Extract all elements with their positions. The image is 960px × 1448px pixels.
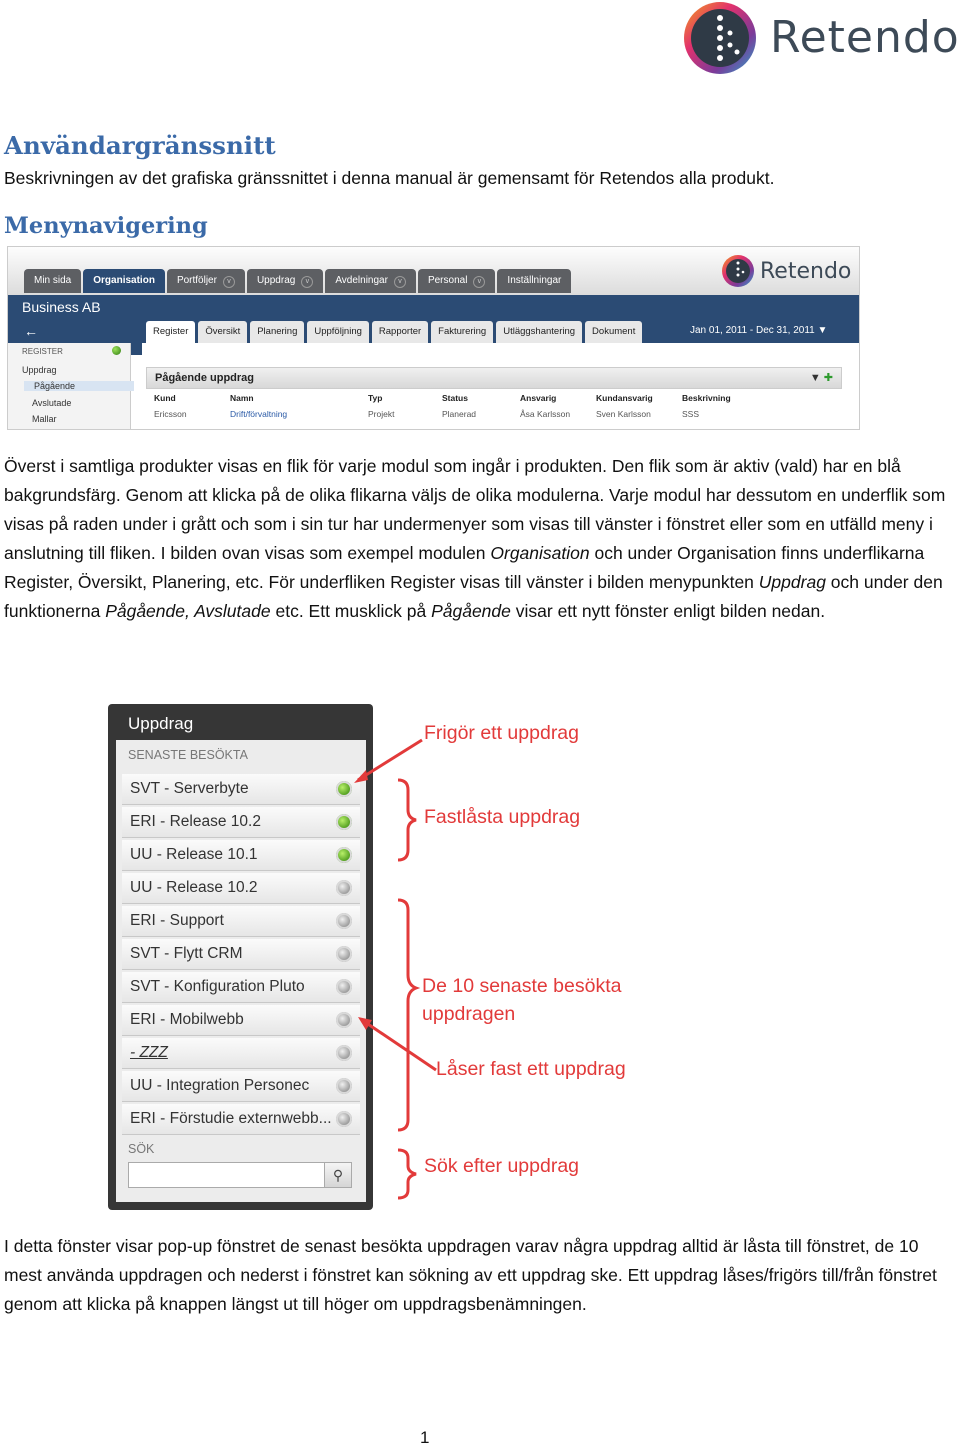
annotation-locked: Fastlåsta uppdrag: [424, 806, 581, 828]
tab-label: Avdelningar: [335, 275, 388, 286]
add-icon[interactable]: ✚: [823, 372, 833, 384]
module-tabs: [24, 269, 573, 295]
column-header[interactable]: Status: [442, 393, 468, 403]
annotation-lock: Låser fast ett uppdrag: [436, 1058, 626, 1080]
app-logo: [720, 253, 850, 289]
tab-label: Organisation: [93, 275, 155, 286]
search-icon[interactable]: ⚲: [324, 1163, 351, 1187]
table-cell: Åsa Karlsson: [520, 409, 571, 419]
page-number: 1: [420, 1428, 430, 1447]
subtab-4[interactable]: Rapporter: [372, 321, 428, 343]
description-paragraph: Överst i samtliga produkter visas en flik för varje modul som ingår i produkten. Den flik som är aktiv (vald) har en blå bakgrundsfärg. Genom att klicka på de olika flikarna väljs de olika modulerna. Varje modul har dessutom en underflik som visas på raden under i grått och som i sin tur har undermenyer som visas till vänster i fönstret eller som en utfälld meny i anslutning till fliken. I bilden ovan visas som exempel modulen Organisation och under Organisation finns underflikarna Register, Översikt, Planering, etc. För underfliken Register visas till vänster i bilden menypunkten Uppdrag och under den funktionerna Pågående, Avslutade etc. Ett musklick på Pågående visar ett nytt fönster enligt bilden nedan.: [4, 456, 946, 621]
chevron-down-icon[interactable]: v: [223, 276, 235, 288]
list-item[interactable]: [122, 1005, 360, 1036]
column-header[interactable]: Kund: [154, 393, 176, 403]
closing-paragraph: I detta fönster visar pop-up fönstret de senast besökta uppdragen varav några uppdrag alltid är låsta till fönstret, de 10 mest använda uppdragen och nederst i fönstret kan sökning av ett uppdrag ske. Ett uppdrag låses/frigörs till/från fönstret genom att klicka på knappen längst ut till höger om uppdragsbenämningen.: [4, 1236, 937, 1314]
status-dot-icon[interactable]: [112, 346, 121, 355]
subtab-2[interactable]: Planering: [250, 321, 304, 343]
left-menu: [8, 343, 131, 430]
annotation-recent-line1: De 10 senaste besökta: [422, 975, 622, 997]
tab-label: Uppdrag: [256, 275, 296, 286]
column-header[interactable]: Beskrivning: [682, 393, 731, 403]
subtab-3[interactable]: Uppföljning: [307, 321, 369, 343]
list-item[interactable]: [122, 873, 360, 904]
item-label[interactable]: SVT - Konfiguration Pluto: [130, 978, 305, 995]
item-label[interactable]: UU - Integration Personec: [130, 1077, 310, 1094]
list-item[interactable]: [122, 906, 360, 937]
item-label[interactable]: UU - Release 10.2: [130, 879, 258, 896]
uppdrag-popup: [108, 704, 373, 1210]
page-title: Användargränssnitt: [4, 131, 276, 160]
date-range-text: Jan 01, 2011 - Dec 31, 2011: [690, 325, 815, 336]
chevron-down-icon[interactable]: v: [473, 276, 485, 288]
annotation-release: Frigör ett uppdrag: [424, 722, 580, 744]
tab-min-sida[interactable]: [24, 269, 81, 293]
subtab-5[interactable]: Fakturering: [431, 321, 493, 343]
recent-header: SENASTE BESÖKTA: [128, 748, 248, 762]
item-label[interactable]: ERI - Mobilwebb: [130, 1011, 244, 1028]
table-cell: Planerad: [442, 409, 477, 419]
subtab-1[interactable]: Översikt: [198, 321, 247, 343]
list-item[interactable]: [122, 1104, 360, 1135]
list-item[interactable]: [122, 774, 360, 805]
tab-uppdrag[interactable]: [247, 269, 323, 293]
item-label[interactable]: SVT - Flytt CRM: [130, 945, 243, 962]
table-cell: SSS: [682, 409, 700, 419]
tab-organisation[interactable]: [83, 269, 165, 293]
annotation-recent-line2: uppdragen: [422, 1003, 516, 1025]
tab-label: Min sida: [34, 275, 72, 286]
search-header: SÖK: [128, 1142, 155, 1156]
chevron-down-icon[interactable]: v: [394, 276, 406, 288]
search-input[interactable]: [128, 1162, 352, 1188]
left-menu-item-uppdrag[interactable]: Uppdrag: [22, 365, 57, 375]
list-item[interactable]: [122, 840, 360, 871]
tab-portföljer[interactable]: [167, 269, 245, 293]
table-cell: Ericsson: [154, 409, 187, 419]
item-label[interactable]: SVT - Serverbyte: [130, 780, 249, 797]
panel-header: [146, 367, 842, 389]
tab-avdelningar[interactable]: [325, 269, 416, 293]
item-label[interactable]: ERI - Förstudie externwebb...: [130, 1110, 332, 1127]
tab-personal[interactable]: [418, 269, 495, 293]
list-item[interactable]: [122, 807, 360, 838]
date-range-select[interactable]: Jan 01, 2011 - Dec 31, 2011 ▼: [690, 325, 828, 336]
tab-label: Personal: [427, 275, 468, 286]
column-header[interactable]: Ansvarig: [520, 393, 557, 403]
list-item[interactable]: [122, 1038, 360, 1069]
logo-text: Retendo: [770, 12, 960, 63]
popup-body: [116, 740, 366, 1202]
chevron-down-icon[interactable]: v: [301, 276, 313, 288]
back-arrow-icon[interactable]: ←: [24, 323, 38, 339]
list-item[interactable]: [122, 972, 360, 1003]
company-name: Business AB: [22, 299, 101, 315]
list-item[interactable]: [122, 939, 360, 970]
item-label[interactable]: ERI - Release 10.2: [130, 813, 261, 830]
left-menu-header: REGISTER: [22, 347, 63, 356]
column-header[interactable]: Typ: [368, 393, 383, 403]
tab-label: Inställningar: [507, 275, 562, 286]
annotation-search: Sök efter uppdrag: [424, 1155, 580, 1177]
table-cell[interactable]: Drift/förvaltning: [230, 409, 288, 419]
sub-tabs: [146, 321, 645, 343]
left-menu-item-avslutade[interactable]: Avslutade: [32, 398, 72, 408]
item-label[interactable]: UU - Release 10.1: [130, 846, 258, 863]
list-item[interactable]: [122, 1071, 360, 1102]
subtab-0[interactable]: Register: [146, 321, 195, 343]
tab-label: Portföljer: [176, 275, 217, 286]
column-header[interactable]: Namn: [230, 393, 254, 403]
app-screenshot-menu: [7, 246, 860, 430]
main-pane: [142, 343, 860, 430]
item-label[interactable]: ERI - Support: [130, 912, 224, 929]
section-heading: Menynavigering: [4, 213, 208, 239]
popup-title: Uppdrag: [128, 714, 194, 733]
app-logo-text: Retendo: [760, 259, 852, 284]
panel-title: Pågående uppdrag: [155, 372, 255, 384]
subtab-6[interactable]: Utläggshantering: [496, 321, 582, 343]
item-label[interactable]: - ZZZ: [130, 1044, 168, 1061]
filter-icon[interactable]: ▼: [809, 372, 821, 384]
left-menu-item-mallar[interactable]: Mallar: [32, 414, 57, 424]
table-cell: Projekt: [368, 409, 395, 419]
tab-inställningar[interactable]: [497, 269, 571, 293]
left-menu-item-pagaende[interactable]: Pågående: [24, 381, 134, 391]
table-cell: Sven Karlsson: [596, 409, 651, 419]
retendo-logo: [680, 0, 960, 78]
intro-text: Beskrivningen av det grafiska gränssnittet i denna manual är gemensamt för Retendos alla produkt.: [4, 168, 775, 188]
subtab-7[interactable]: Dokument: [585, 321, 642, 343]
column-header[interactable]: Kundansvarig: [596, 393, 653, 403]
annotation-graphics: [350, 720, 650, 1210]
